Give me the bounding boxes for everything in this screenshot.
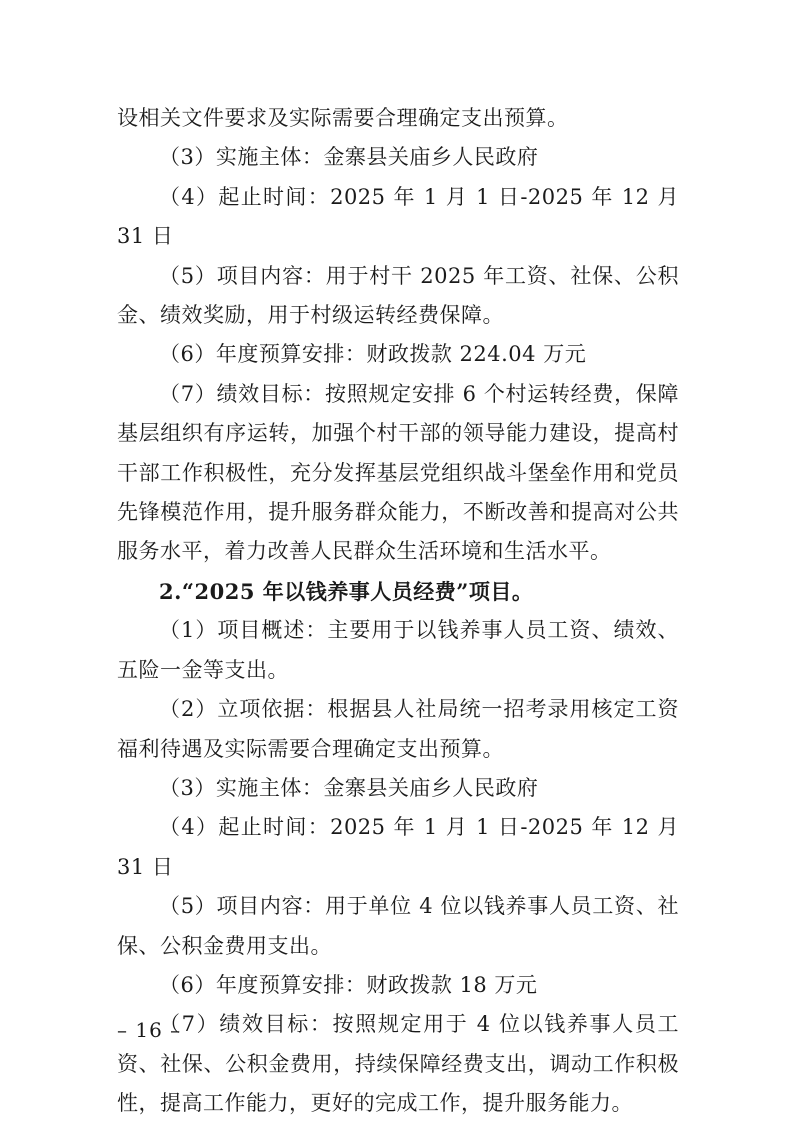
section-heading: 2.“2025 年以钱养事人员经费”项目。 [159,578,534,604]
paragraph-period-1: （4）起止时间：2025 年 1 月 1 日-2025 年 12 月 31 日 [117,184,679,249]
paragraph-goal-1: （7）绩效目标：按照规定安排 6 个村运转经费，保障基层组织有序运转，加强个村干部的领导能力建设，提高村干部工作积极性，充分发挥基层党组织战斗堡垒作用和党员先锋模范作用，提升服务群众能力，不断改善和提高对公共服务水平，着力改善人民群众生活环境和生活水平。 [117,381,679,564]
paragraph-content-1: （5）项目内容：用于村干 2025 年工资、社保、公积金、绩效奖励，用于村级运转经费保障。 [117,263,679,328]
body-text [117,99,679,1124]
paragraph-content-2: （5）项目内容：用于单位 4 位以钱养事人员工资、社保、公积金费用支出。 [117,894,679,958]
paragraph-goal-2: （7）绩效目标：按照规定用于 4 位以钱养事人员工资、社保、公积金费用，持续保障经费支出，调动工作积极性，提高工作能力，更好的完成工作，提升服务能力。 [117,1012,679,1116]
paragraph-implementing-body-1: （3）实施主体：金寨县关庙乡人民政府 [159,145,539,170]
paragraph-budget-1: （6）年度预算安排：财政拨款 224.04 万元 [159,342,587,367]
paragraph-budget-2: （6）年度预算安排：财政拨款 18 万元 [159,972,538,997]
paragraph-implementing-body-2: （3）实施主体：金寨县关庙乡人民政府 [159,775,539,800]
paragraph-continuation: 设相关文件要求及实际需要合理确定支出预算。 [117,106,569,130]
paragraph-basis-2: （2）立项依据：根据县人社局统一招考录用核定工资福利待遇及实际需要合理确定支出预算。 [117,697,679,761]
page-number: – 16 – [117,1018,182,1042]
paragraph-period-2: （4）起止时间：2025 年 1 月 1 日-2025 年 12 月 31 日 [117,815,679,879]
paragraph-overview-2: （1）项目概述：主要用于以钱养事人员工资、绩效、五险一金等支出。 [117,618,679,682]
